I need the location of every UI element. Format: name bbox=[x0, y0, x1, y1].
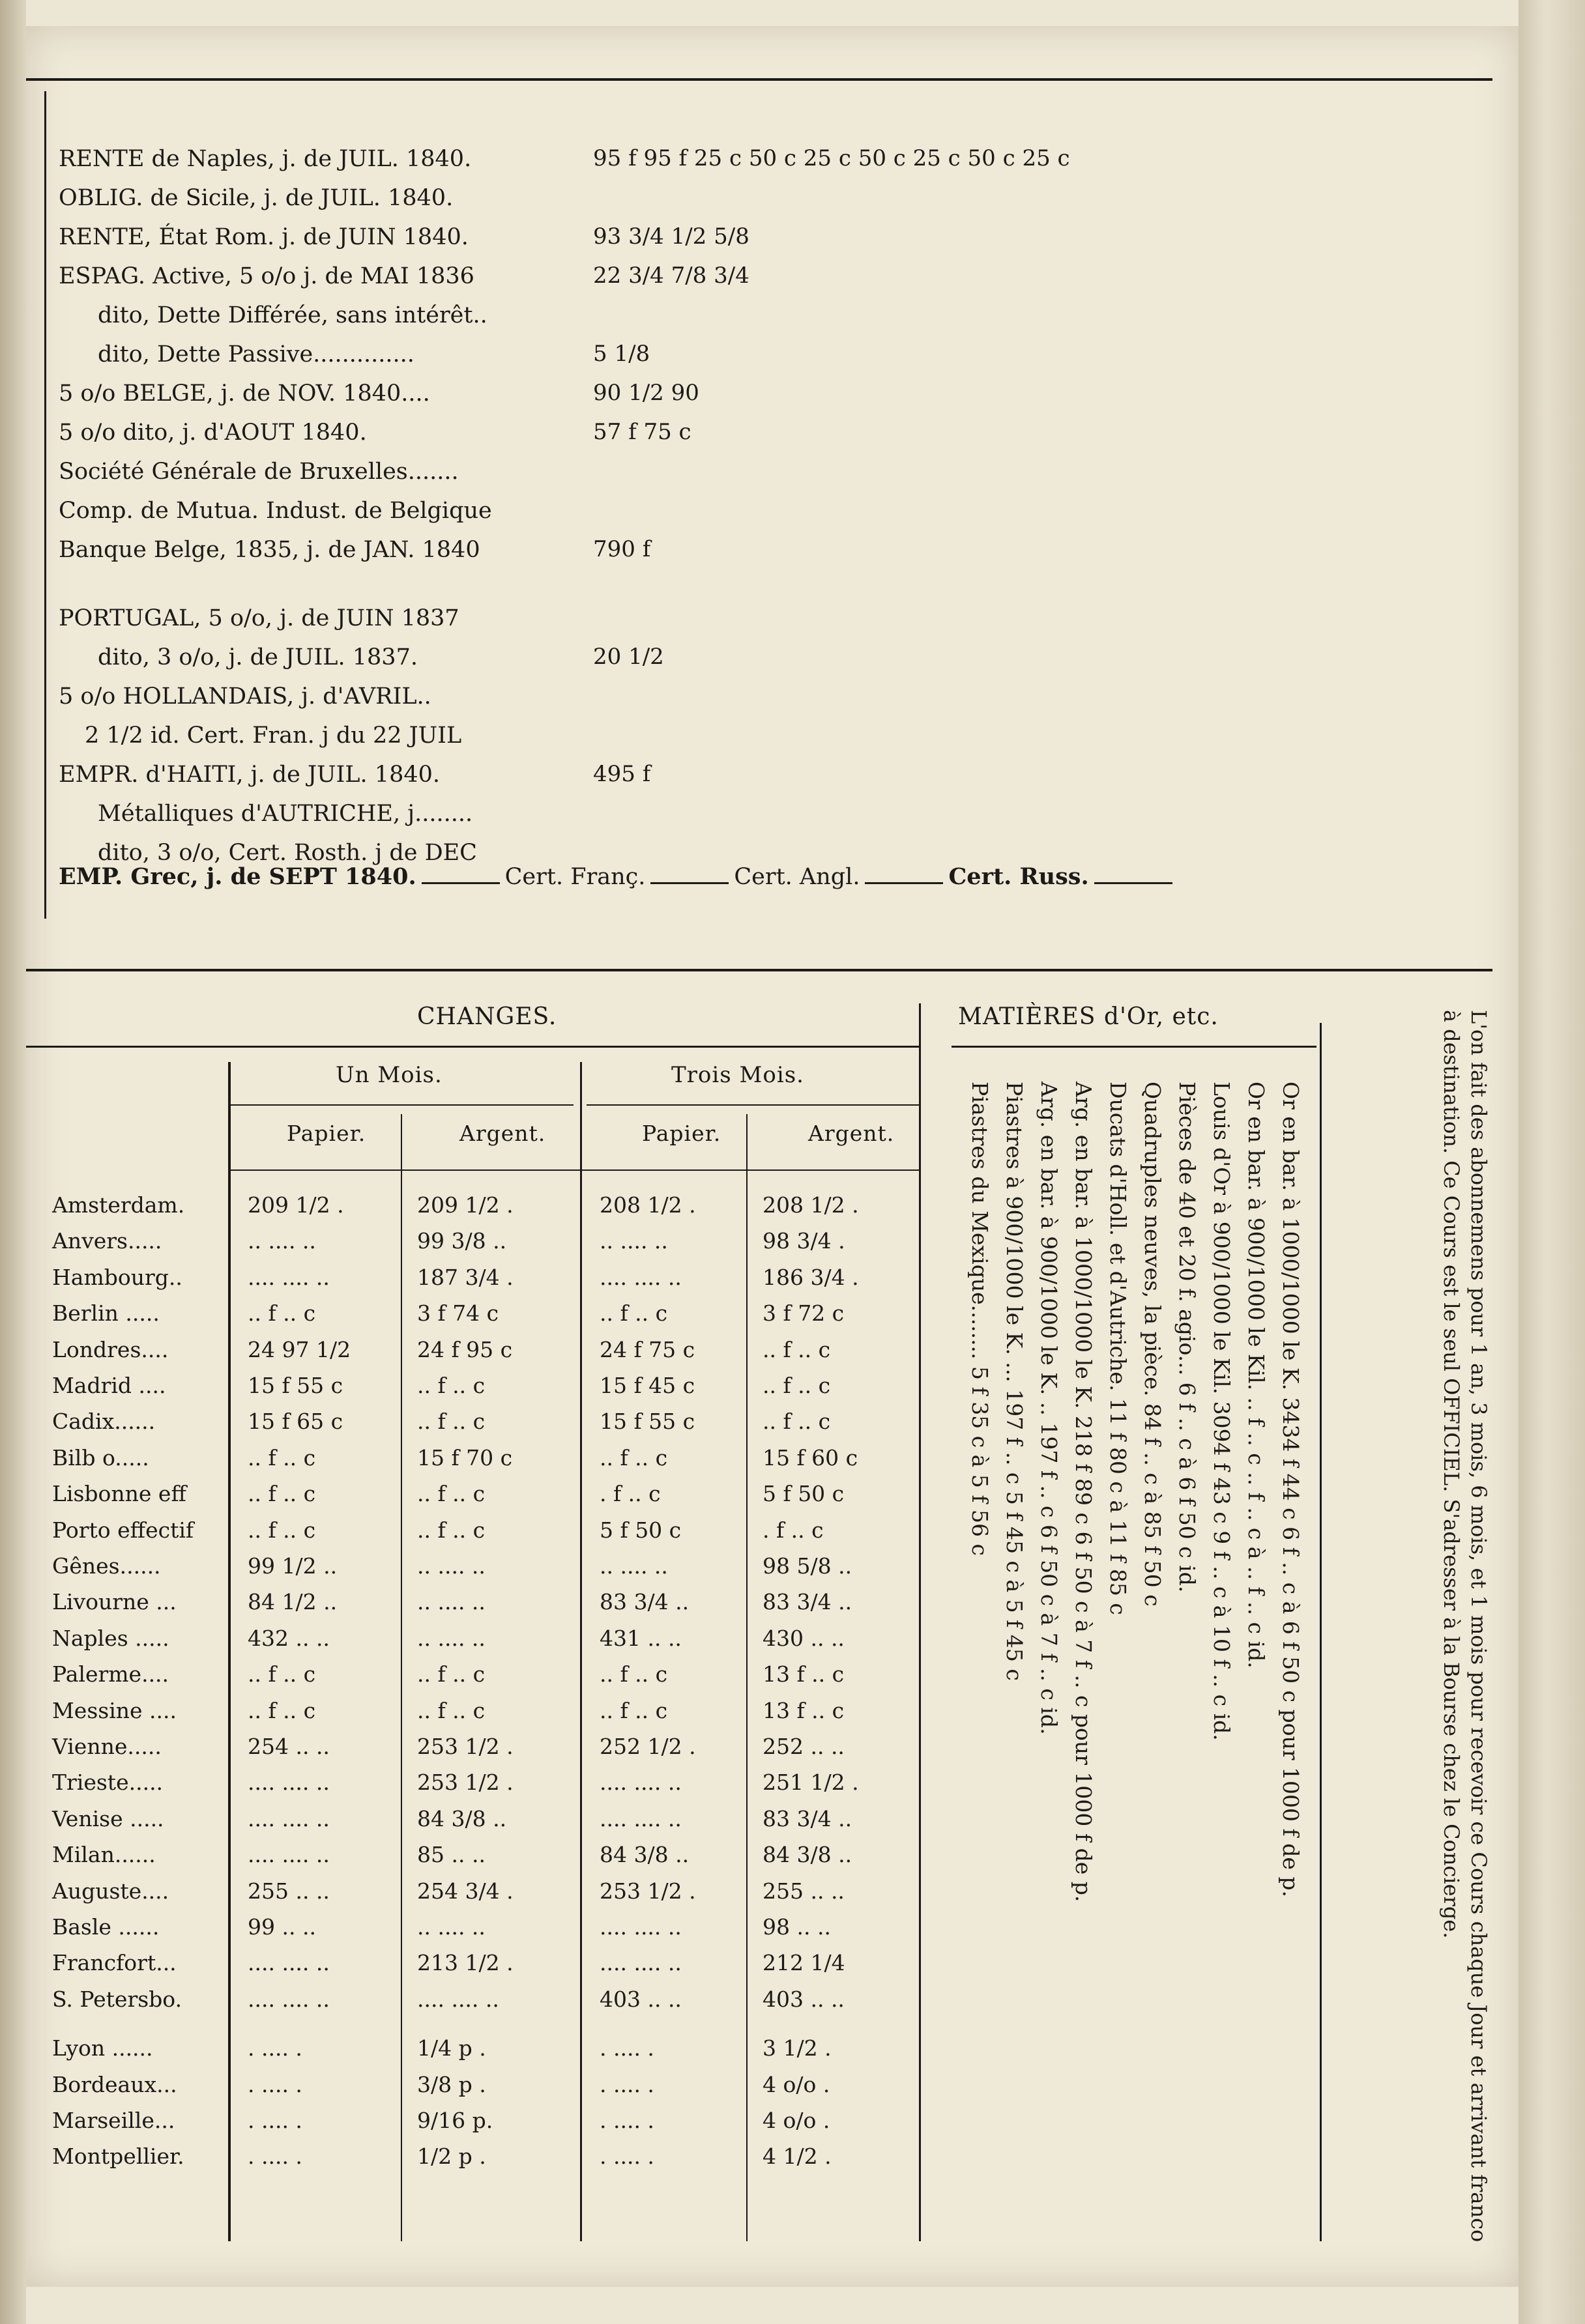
blank-line bbox=[422, 864, 500, 884]
change-value: 252 1/2 . bbox=[600, 1734, 696, 1759]
change-value: . .... . bbox=[600, 2108, 654, 2133]
change-value: 98 .. .. bbox=[763, 1914, 831, 1940]
col-sep-5 bbox=[919, 1003, 921, 2241]
rente-name: OBLIG. de Sicile, j. de JUIL. 1840. bbox=[59, 185, 454, 211]
change-value: 253 1/2 . bbox=[417, 1770, 514, 1796]
change-value: .... .... .. bbox=[600, 1914, 682, 1940]
change-value: 24 97 1/2 bbox=[248, 1336, 351, 1362]
change-value: .. f .. c bbox=[600, 1300, 668, 1327]
top-rule bbox=[26, 78, 1492, 81]
change-value: 208 1/2 . bbox=[763, 1192, 859, 1218]
change-value: 187 3/4 . bbox=[417, 1264, 514, 1290]
change-value: . .... . bbox=[248, 2035, 302, 2061]
matieres-col-rule bbox=[1320, 1023, 1322, 2241]
change-city: Vienne..... bbox=[52, 1734, 162, 1759]
page-edge-left bbox=[0, 0, 26, 2324]
change-value: 208 1/2 . bbox=[600, 1192, 696, 1218]
change-value: .... .... .. bbox=[600, 1770, 682, 1796]
rente-name: Société Générale de Bruxelles....... bbox=[59, 459, 459, 485]
change-value: 403 .. .. bbox=[600, 1986, 682, 2012]
rente-value: 57 f 75 c bbox=[593, 419, 691, 445]
matiere-line: Ducats d'Holl. et d'Autriche. 11 f 80 c à 11 f 85 c bbox=[1105, 1082, 1131, 1615]
change-city: Montpellier. bbox=[52, 2144, 184, 2170]
change-value: . .... . bbox=[600, 2071, 654, 2097]
rente-name: Banque Belge, 1835, j. de JAN. 1840 bbox=[59, 537, 480, 563]
change-value: .. .... .. bbox=[417, 1625, 486, 1651]
rente-name: 5 o/o BELGE, j. de NOV. 1840.... bbox=[59, 380, 430, 407]
rente-value: 495 f bbox=[593, 761, 651, 787]
change-value: .. f .. c bbox=[417, 1481, 486, 1507]
change-value: 253 1/2 . bbox=[417, 1734, 514, 1759]
rente-name: EMPR. d'HAITI, j. de JUIL. 1840. bbox=[59, 762, 441, 788]
month-sub-rule-1 bbox=[228, 1104, 574, 1106]
change-value: .... .... .. bbox=[417, 1986, 499, 2012]
change-value: .. f .. c bbox=[763, 1336, 831, 1362]
change-value: . .... . bbox=[600, 2035, 654, 2061]
change-value: 99 .. .. bbox=[248, 1914, 316, 1940]
rente-name: dito, Dette Différée, sans intérêt.. bbox=[98, 302, 487, 328]
change-value: 85 .. .. bbox=[417, 1842, 486, 1868]
rente-name: ESPAG. Active, 5 o/o j. de MAI 1836 bbox=[59, 263, 474, 289]
matieres-rule bbox=[952, 1046, 1316, 1048]
change-city: Berlin ..... bbox=[52, 1300, 160, 1327]
page-edge-right bbox=[1519, 0, 1585, 2324]
change-city: Milan...... bbox=[52, 1842, 156, 1868]
change-value: 255 .. .. bbox=[248, 1878, 330, 1904]
change-value: . f .. c bbox=[763, 1517, 824, 1543]
change-city: Venise ..... bbox=[52, 1805, 164, 1831]
change-city: Trieste..... bbox=[52, 1770, 164, 1796]
change-value: .... .... .. bbox=[600, 1805, 682, 1831]
change-value: .. .... .. bbox=[417, 1589, 486, 1615]
change-value: .... .... .. bbox=[248, 1986, 330, 2012]
change-value: 5 f 50 c bbox=[763, 1481, 845, 1507]
rente-name: 2 1/2 id. Cert. Fran. j du 22 JUIL bbox=[85, 723, 462, 749]
change-value: 15 f 65 c bbox=[248, 1409, 343, 1435]
blank-line bbox=[1094, 864, 1172, 884]
matiere-line: Quadruples neuves, la pièce. 84 f .. c à 85 f 50 c bbox=[1140, 1082, 1165, 1607]
col-sep-1 bbox=[228, 1062, 231, 2241]
change-value: 15 f 70 c bbox=[417, 1444, 513, 1470]
grec-line bbox=[59, 863, 1178, 891]
change-city: Livourne ... bbox=[52, 1589, 177, 1615]
change-city: Londres.... bbox=[52, 1336, 169, 1362]
change-value: .. f .. c bbox=[417, 1373, 486, 1398]
argent-header-1: Argent. bbox=[459, 1121, 546, 1146]
change-value: 99 1/2 .. bbox=[248, 1553, 338, 1579]
matiere-line: Arg. en bar. à 900/1000 le K. .. 197 f .. c 6 f 50 c à 7 f .. c id. bbox=[1036, 1082, 1062, 1735]
change-value: 1/4 p . bbox=[417, 2035, 486, 2061]
change-city: S. Petersbo. bbox=[52, 1986, 182, 2012]
change-city: Madrid .... bbox=[52, 1373, 166, 1398]
change-value: 84 3/8 .. bbox=[600, 1842, 690, 1868]
change-value: 3/8 p . bbox=[417, 2071, 486, 2097]
change-value: 209 1/2 . bbox=[417, 1192, 514, 1218]
change-value: .. f .. c bbox=[763, 1373, 831, 1398]
change-value: 4 1/2 . bbox=[763, 2144, 832, 2170]
cert-russ-label: Cert. Russ. bbox=[948, 863, 1089, 890]
rente-value: 90 1/2 90 bbox=[593, 380, 699, 406]
rente-value: 95 f 95 f 25 c 50 c 25 c 50 c 25 c 50 c 25 c bbox=[593, 145, 1070, 171]
rente-name: dito, 3 o/o, Cert. Rosth. j de DEC bbox=[98, 840, 477, 866]
change-value: .... .... .. bbox=[248, 1842, 330, 1868]
change-value: 403 .. .. bbox=[763, 1986, 845, 2012]
matieres-note: L'on fait des abonnemens pour 1 an, 3 mois, 6 mois, et 1 mois pour recevoir ce Cours chaque Jour et arrivant franco à destination. Ce Cours est le seul OFFICIEL. S'adresser à la Bourse chez le Concierge. bbox=[1439, 1010, 1491, 2243]
change-value: 83 3/4 .. bbox=[600, 1589, 690, 1615]
change-city: Naples ..... bbox=[52, 1625, 169, 1651]
change-value: .. f .. c bbox=[248, 1300, 316, 1327]
change-city: Basle ...... bbox=[52, 1914, 160, 1940]
change-value: .. f .. c bbox=[248, 1481, 316, 1507]
rente-name: PORTUGAL, 5 o/o, j. de JUIN 1837 bbox=[59, 605, 459, 631]
change-value: 83 3/4 .. bbox=[763, 1589, 852, 1615]
change-value: .. f .. c bbox=[417, 1697, 486, 1723]
matieres-title: MATIÈRES d'Or, etc. bbox=[958, 1003, 1219, 1030]
change-value: 3 f 74 c bbox=[417, 1300, 499, 1327]
blank-line bbox=[650, 864, 729, 884]
change-value: 13 f .. c bbox=[763, 1697, 845, 1723]
change-value: 209 1/2 . bbox=[248, 1192, 344, 1218]
rente-value: 20 1/2 bbox=[593, 644, 664, 670]
change-value: .. .... .. bbox=[248, 1228, 316, 1254]
change-value: 255 .. .. bbox=[763, 1878, 845, 1904]
change-value: .. f .. c bbox=[417, 1409, 486, 1435]
change-value: .... .... .. bbox=[600, 1950, 682, 1976]
rente-value: 5 1/8 bbox=[593, 341, 650, 367]
change-value: .. f .. c bbox=[600, 1661, 668, 1687]
left-border-rule bbox=[44, 91, 46, 919]
change-value: 15 f 60 c bbox=[763, 1444, 858, 1470]
change-city: Marseille... bbox=[52, 2108, 175, 2133]
change-value: 1/2 p . bbox=[417, 2144, 486, 2170]
document-page bbox=[26, 26, 1519, 2287]
trois-mois-header: Trois Mois. bbox=[671, 1062, 804, 1088]
month-sub-rule-2 bbox=[587, 1104, 919, 1106]
rente-value: 790 f bbox=[593, 536, 651, 562]
change-value: 430 .. .. bbox=[763, 1625, 845, 1651]
change-city: Cadix...... bbox=[52, 1409, 156, 1435]
change-value: . .... . bbox=[248, 2144, 302, 2170]
matiere-line: Piastres du Mexique........ 5 f 35 c à 5 f 56 c bbox=[967, 1082, 993, 1556]
change-value: 3 1/2 . bbox=[763, 2035, 832, 2061]
change-value: .... .... .. bbox=[248, 1770, 330, 1796]
changes-top-rule bbox=[26, 1046, 919, 1048]
matiere-line: Louis d'Or à 900/1000 le Kil. 3094 f 43 c 9 f .. c à 10 f .. c id. bbox=[1209, 1082, 1234, 1741]
change-value: 254 3/4 . bbox=[417, 1878, 514, 1904]
change-value: .. f .. c bbox=[248, 1444, 316, 1470]
change-value: .. f .. c bbox=[248, 1517, 316, 1543]
change-city: Messine .... bbox=[52, 1697, 177, 1723]
middle-rule bbox=[26, 969, 1492, 971]
rente-name: Métalliques d'AUTRICHE, j........ bbox=[98, 801, 473, 827]
header-bottom-rule bbox=[228, 1169, 919, 1171]
change-value: .... .... .. bbox=[248, 1264, 330, 1290]
rente-name: 5 o/o HOLLANDAIS, j. d'AVRIL.. bbox=[59, 683, 431, 710]
change-value: .... .... .. bbox=[600, 1264, 682, 1290]
change-value: 84 3/8 .. bbox=[417, 1805, 507, 1831]
change-value: 24 f 75 c bbox=[600, 1336, 695, 1362]
change-value: 15 f 55 c bbox=[248, 1373, 343, 1398]
matiere-line: Pièces de 40 et 20 f. agio... 6 f .. c à 6 f 50 c id. bbox=[1174, 1082, 1200, 1593]
change-value: .. .... .. bbox=[600, 1228, 668, 1254]
rente-name: 5 o/o dito, j. d'AOUT 1840. bbox=[59, 420, 367, 446]
change-value: 15 f 45 c bbox=[600, 1373, 695, 1398]
change-value: .. f .. c bbox=[248, 1661, 316, 1687]
change-value: 254 .. .. bbox=[248, 1734, 330, 1759]
change-value: .. .... .. bbox=[417, 1914, 486, 1940]
changes-title: CHANGES. bbox=[417, 1003, 557, 1030]
change-value: .. f .. c bbox=[248, 1697, 316, 1723]
change-city: Hambourg.. bbox=[52, 1264, 182, 1290]
change-city: Palerme.... bbox=[52, 1661, 169, 1687]
change-value: .... .... .. bbox=[248, 1805, 330, 1831]
rente-name: RENTE, État Rom. j. de JUIN 1840. bbox=[59, 224, 469, 250]
change-value: 213 1/2 . bbox=[417, 1950, 514, 1976]
rente-value: 22 3/4 7/8 3/4 bbox=[593, 263, 749, 289]
change-value: .. f .. c bbox=[600, 1697, 668, 1723]
change-city: Bilb o..... bbox=[52, 1444, 149, 1470]
change-value: .. f .. c bbox=[417, 1517, 486, 1543]
change-value: 432 .. .. bbox=[248, 1625, 330, 1651]
change-value: 98 5/8 .. bbox=[763, 1553, 852, 1579]
change-city: Lyon ...... bbox=[52, 2035, 153, 2061]
change-value: 186 3/4 . bbox=[763, 1264, 859, 1290]
change-value: 252 .. .. bbox=[763, 1734, 845, 1759]
un-mois-header: Un Mois. bbox=[336, 1062, 443, 1088]
change-value: . .... . bbox=[248, 2108, 302, 2133]
change-value: . .... . bbox=[600, 2144, 654, 2170]
change-value: 3 f 72 c bbox=[763, 1300, 845, 1327]
change-city: Francfort... bbox=[52, 1950, 177, 1976]
change-city: Anvers..... bbox=[52, 1228, 162, 1254]
change-city: Gênes...... bbox=[52, 1553, 161, 1579]
col-sep-3 bbox=[580, 1062, 582, 2241]
change-value: 4 o/o . bbox=[763, 2108, 830, 2133]
change-value: 84 1/2 .. bbox=[248, 1589, 338, 1615]
change-value: 9/16 p. bbox=[417, 2108, 493, 2133]
matiere-line: Or en bar. à 900/1000 le Kil. .. f .. c .. f .. c à .. f .. c id. bbox=[1243, 1082, 1269, 1669]
cert-angl-label: Cert. Angl. bbox=[734, 864, 860, 890]
matiere-line: Or en bar. à 1000/1000 le K. 3434 f 44 c 6 f .. c à 6 f 50 c pour 1000 f de p. bbox=[1278, 1082, 1303, 1897]
change-city: Bordeaux... bbox=[52, 2071, 177, 2097]
matiere-line: Arg. en bar. à 1000/1000 le K. 218 f 89 c 6 f 50 c à 7 f .. c pour 1000 f de p. bbox=[1071, 1082, 1096, 1902]
col-sep-4 bbox=[746, 1114, 748, 2241]
rente-name: dito, 3 o/o, j. de JUIL. 1837. bbox=[98, 644, 418, 670]
change-value: .. f .. c bbox=[600, 1444, 668, 1470]
change-value: 24 f 95 c bbox=[417, 1336, 513, 1362]
blank-line bbox=[865, 864, 943, 884]
rente-name: Comp. de Mutua. Indust. de Belgique bbox=[59, 498, 492, 524]
change-value: 5 f 50 c bbox=[600, 1517, 682, 1543]
change-value: 99 3/8 .. bbox=[417, 1228, 507, 1254]
papier-header-1: Papier. bbox=[287, 1121, 366, 1146]
change-value: . .... . bbox=[248, 2071, 302, 2097]
rente-name: dito, Dette Passive.............. bbox=[98, 341, 414, 367]
change-city: Porto effectif bbox=[52, 1517, 194, 1543]
change-city: Lisbonne eff bbox=[52, 1481, 186, 1507]
change-value: 15 f 55 c bbox=[600, 1409, 695, 1435]
change-value: 98 3/4 . bbox=[763, 1228, 845, 1254]
change-value: 253 1/2 . bbox=[600, 1878, 696, 1904]
change-city: Amsterdam. bbox=[52, 1192, 185, 1218]
change-value: . f .. c bbox=[600, 1481, 661, 1507]
cert-franc-label: Cert. Franç. bbox=[504, 864, 646, 890]
change-value: .. .... .. bbox=[600, 1553, 668, 1579]
argent-header-2: Argent. bbox=[808, 1121, 895, 1146]
change-value: 13 f .. c bbox=[763, 1661, 845, 1687]
rente-value: 93 3/4 1/2 5/8 bbox=[593, 223, 749, 250]
col-sep-2 bbox=[401, 1114, 402, 2241]
change-value: 83 3/4 .. bbox=[763, 1805, 852, 1831]
change-value: 431 .. .. bbox=[600, 1625, 682, 1651]
papier-header-2: Papier. bbox=[642, 1121, 721, 1146]
change-value: 251 1/2 . bbox=[763, 1770, 859, 1796]
change-value: .. .... .. bbox=[417, 1553, 486, 1579]
change-value: .... .... .. bbox=[248, 1950, 330, 1976]
change-value: 212 1/4 bbox=[763, 1950, 845, 1976]
change-value: .. f .. c bbox=[417, 1661, 486, 1687]
change-value: .. f .. c bbox=[763, 1409, 831, 1435]
change-value: 84 3/8 .. bbox=[763, 1842, 852, 1868]
change-city: Auguste.... bbox=[52, 1878, 169, 1904]
change-value: 4 o/o . bbox=[763, 2071, 830, 2097]
rente-name: RENTE de Naples, j. de JUIL. 1840. bbox=[59, 146, 472, 172]
grec-name: EMP. Grec, j. de SEPT 1840. bbox=[59, 863, 416, 890]
matiere-line: Piastres à 900/1000 le K. ... 197 f .. c 5 f 45 c à 5 f 45 c bbox=[1002, 1082, 1027, 1681]
